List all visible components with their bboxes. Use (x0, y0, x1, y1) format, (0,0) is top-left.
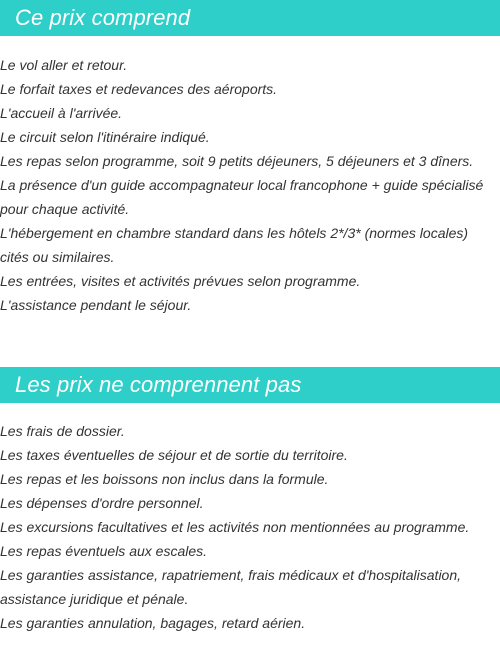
list-item: L'accueil à l'arrivée. (0, 105, 123, 121)
list-item: Les garanties assistance, rapatriement, frais médicaux et d'hospitalisation, assistance juridique et pénale. (0, 567, 462, 607)
included-list (0, 53, 500, 317)
list-item: Les taxes éventuelles de séjour et de sortie du territoire. (0, 447, 348, 463)
included-section (0, 0, 500, 317)
list-item: Les garanties annulation, bagages, retard aérien. (0, 615, 306, 631)
list-item: Le vol aller et retour. (0, 57, 128, 73)
included-header (0, 0, 500, 36)
list-item: Le forfait taxes et redevances des aéroports. (0, 81, 278, 97)
list-item: Les repas et les boissons non inclus dans la formule. (0, 471, 329, 487)
list-item: La présence d'un guide accompagnateur local francophone + guide spécialisé pour chaque activité. (0, 177, 484, 217)
excluded-header (0, 367, 500, 403)
list-item: Le circuit selon l'itinéraire indiqué. (0, 129, 210, 145)
list-item: Les repas selon programme, soit 9 petits déjeuners, 5 déjeuners et 3 dîners. (0, 153, 474, 169)
list-item: Les frais de dossier. (0, 423, 125, 439)
list-item: L'assistance pendant le séjour. (0, 297, 192, 313)
included-title: Ce prix comprend (15, 5, 191, 30)
list-item: Les dépenses d'ordre personnel. (0, 495, 204, 511)
excluded-title: Les prix ne comprennent pas (15, 372, 302, 397)
list-item: Les entrées, visites et activités prévues selon programme. (0, 273, 361, 289)
list-item: L'hébergement en chambre standard dans les hôtels 2*/3* (normes locales) cités ou similaires. (0, 225, 469, 265)
list-item: Les repas éventuels aux escales. (0, 543, 208, 559)
excluded-section (0, 367, 500, 635)
excluded-list (0, 419, 500, 635)
list-item: Les excursions facultatives et les activités non mentionnées au programme. (0, 519, 470, 535)
